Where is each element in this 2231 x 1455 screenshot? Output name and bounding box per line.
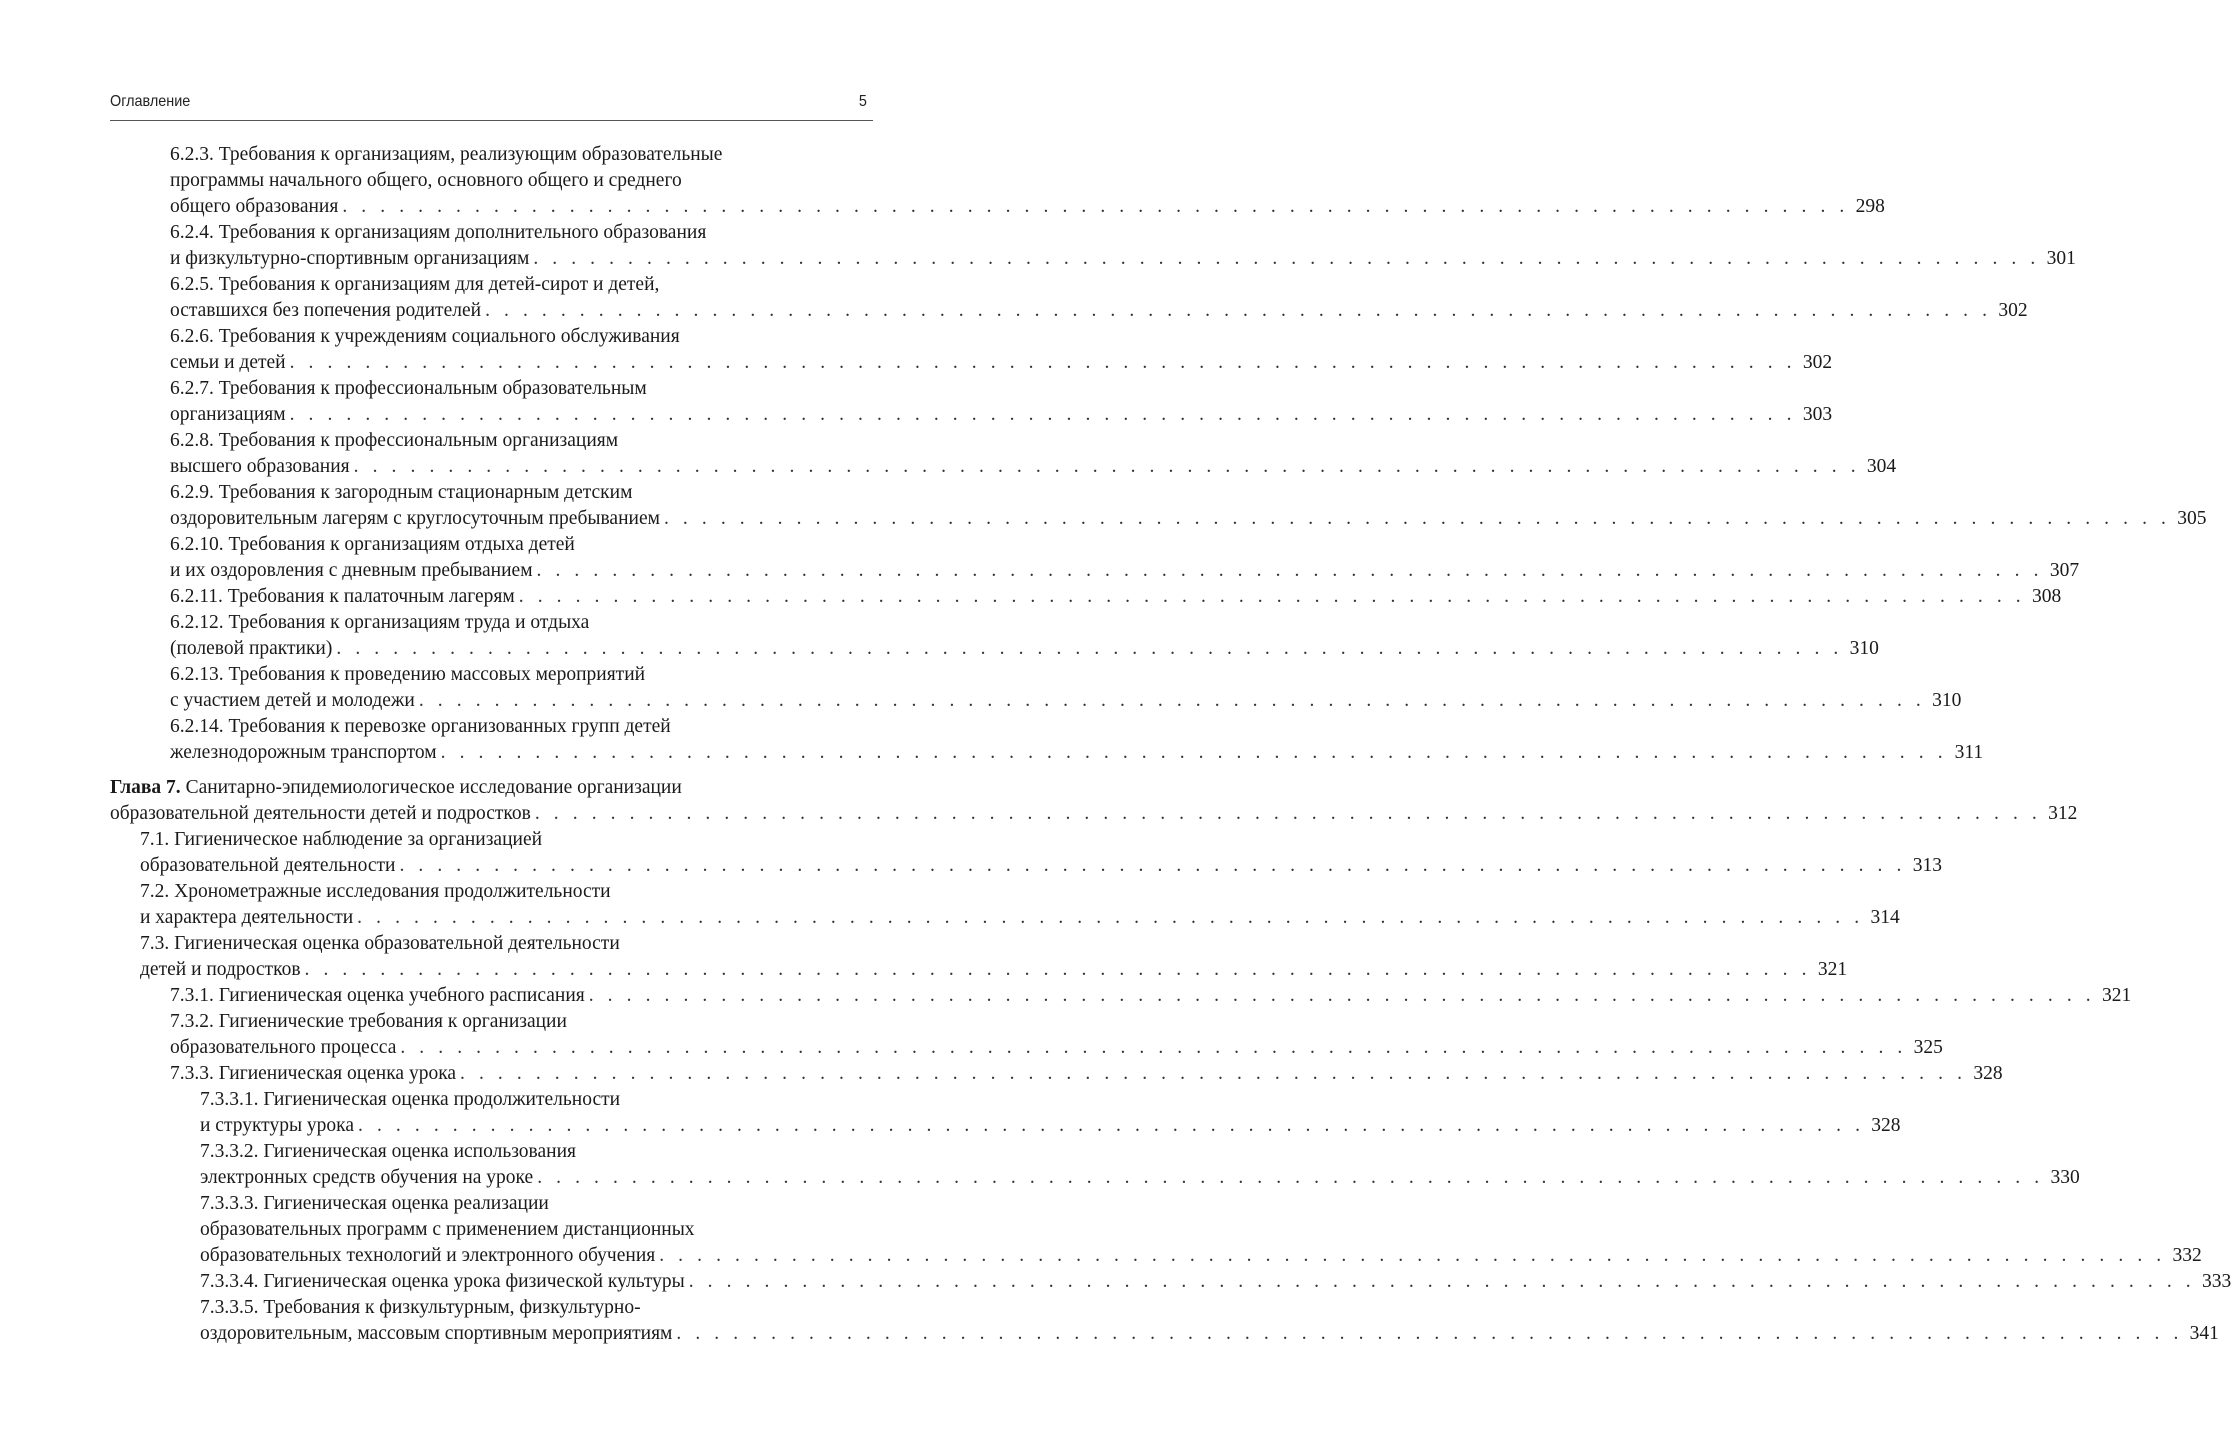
toc-entry-line: [200, 1243, 2202, 1269]
toc-entry-text: высшего образования: [170, 456, 350, 477]
dot-leader: . . . . . . . . . . . . . . . . . . . . . . . . . . . . . . . . . . . . . . . . . . . . . . . . . . . . . . . . . . . . . . . . . . . . . . . . . . . . . . . .: [353, 456, 1861, 477]
toc-entry-text: электронных средств обучения на уроке: [200, 1167, 534, 1188]
toc-entry[interactable]: [170, 272, 2028, 324]
toc-entry-line: [170, 558, 2080, 584]
toc-entry-text: 6.2.6. Требования к учреждениям социального обслуживания: [170, 326, 680, 347]
toc-entry-line: [170, 480, 873, 506]
toc-entry-text: и физкультурно-спортивным организациям: [170, 248, 530, 269]
toc-entry-line: [170, 740, 1984, 766]
toc-entry-line: [170, 350, 1833, 376]
toc-entry-line: [170, 246, 2076, 272]
toc-entry-line: [170, 688, 1962, 714]
toc-entry-text: железнодорожным транспортом: [170, 742, 437, 763]
toc-entry-line: [170, 983, 2132, 1009]
toc-entry[interactable]: [110, 775, 2078, 827]
toc-entry[interactable]: [170, 983, 2132, 1009]
toc-entry-text: и их оздоровления с дневным пребыванием: [170, 560, 533, 581]
toc-entry-line: [170, 272, 873, 298]
toc-entry-line: [170, 220, 873, 246]
toc-page-number: 328: [1871, 1115, 1901, 1136]
dot-leader: . . . . . . . . . . . . . . . . . . . . . . . . . . . . . . . . . . . . . . . . . . . . . . . . . . . . . . . . . . . . . . . . . . . . . . . . . . . . . . . .: [304, 959, 1812, 980]
toc-entry-line: [110, 801, 2078, 827]
header-divider: [110, 120, 873, 121]
dot-leader: . . . . . . . . . . . . . . . . . . . . . . . . . . . . . . . . . . . . . . . . . . . . . . . . . . . . . . . . . . . . . . . . . . . . . . . . . . . . . . . .: [663, 508, 2171, 529]
toc-entry-line: [200, 1191, 873, 1217]
toc-entry-line: [140, 827, 873, 853]
toc-entry-line: [200, 1165, 2080, 1191]
toc-page-number: 312: [2048, 803, 2078, 824]
toc-entry-text: образовательной деятельности: [140, 855, 396, 876]
toc-page-number: 302: [1998, 300, 2028, 321]
dot-leader: . . . . . . . . . . . . . . . . . . . . . . . . . . . . . . . . . . . . . . . . . . . . . . . . . . . . . . . . . . . . . . . . . . . . . . . . . . . . . . . .: [336, 638, 1843, 659]
dot-leader: . . . . . . . . . . . . . . . . . . . . . . . . . . . . . . . . . . . . . . . . . . . . . . . . . . . . . . . . . . . . . . . . . . . . . . . . . . . . . . . .: [440, 742, 1948, 763]
toc-entry-line: [140, 931, 873, 957]
dot-leader: . . . . . . . . . . . . . . . . . . . . . . . . . . . . . . . . . . . . . . . . . . . . . . . . . . . . . . . . . . . . . . . . . . . . . . . . . . . . . . . .: [400, 1037, 1907, 1058]
toc-entry[interactable]: [170, 480, 2207, 532]
toc-page-number: 303: [1802, 404, 1833, 425]
toc-entry-line: [200, 1269, 2231, 1295]
toc-entry-text: 7.3.3. Гигиеническая оценка урока: [170, 1063, 457, 1084]
dot-leader: . . . . . . . . . . . . . . . . . . . . . . . . . . . . . . . . . . . . . . . . . . . . . . . . . . . . . . . . . . . . . . . . . . . . . . . . . . . . . . . .: [289, 404, 1797, 425]
toc-entry-text: 6.2.5. Требования к организациям для детей-сирот и детей,: [170, 274, 660, 295]
dot-leader: . . . . . . . . . . . . . . . . . . . . . . . . . . . . . . . . . . . . . . . . . . . . . . . . . . . . . . . . . . . . . . . . . . . . . . . . . . . . . . . .: [357, 907, 1864, 928]
toc-entry-line: [170, 636, 1879, 662]
toc-entry[interactable]: [140, 879, 1900, 931]
toc-entry-line: [140, 879, 873, 905]
toc-entry-text: 6.2.11. Требования к палаточным лагерям: [170, 586, 515, 607]
toc-entry-text: 7.3.2. Гигиенические требования к организации: [170, 1011, 567, 1032]
toc-entry-text: 6.2.8. Требования к профессиональным организациям: [170, 430, 619, 451]
toc-entry[interactable]: [170, 1061, 2003, 1087]
toc-entry-text: 6.2.9. Требования к загородным стационарным детским: [170, 482, 633, 503]
dot-leader: . . . . . . . . . . . . . . . . . . . . . . . . . . . . . . . . . . . . . . . . . . . . . . . . . . . . . . . . . . . . . . . . . . . . . . . . . . . . . . . .: [289, 352, 1797, 373]
toc-entry-line: [200, 1217, 873, 1243]
dot-leader: . . . . . . . . . . . . . . . . . . . . . . . . . . . . . . . . . . . . . . . . . . . . . . . . . . . . . . . . . . . . . . . . . . . . . . . . . . . . . . . .: [485, 300, 1992, 321]
toc-entry[interactable]: [170, 584, 2062, 610]
toc-entry-text: оставшихся без попечения родителей: [170, 300, 482, 321]
toc-entry-text: общего образования: [170, 196, 339, 217]
toc-entry-line: [110, 775, 873, 801]
toc-entry-text: 7.3.3.1. Гигиеническая оценка продолжительности: [200, 1089, 621, 1110]
dot-leader: . . . . . . . . . . . . . . . . . . . . . . . . . . . . . . . . . . . . . . . . . . . . . . . . . . . . . . . . . . . . . . . . . . . . . . . . . . . . . . . .: [588, 985, 2096, 1006]
toc-entry[interactable]: [170, 324, 1833, 376]
chapter-label: Глава 7.: [110, 777, 181, 798]
toc-entry-text: 7.3.3.5. Требования к физкультурным, физкультурно-: [200, 1297, 641, 1318]
toc-entry-line: [170, 1061, 2003, 1087]
toc-entry-line: [170, 610, 873, 636]
toc-entry-text: 7.3. Гигиеническая оценка образовательной деятельности: [140, 933, 620, 954]
toc-page-number: 314: [1870, 907, 1900, 928]
toc-entry-line: [170, 168, 873, 194]
toc-entry[interactable]: [170, 610, 1879, 662]
toc-entry-line: [140, 957, 1848, 983]
toc-entry-line: [170, 1035, 1943, 1061]
toc-entry[interactable]: [140, 827, 1942, 879]
toc-entry-text: оздоровительным, массовым спортивным мероприятиям: [200, 1323, 673, 1344]
toc-entry-line: [170, 662, 873, 688]
toc-entry-line: [200, 1113, 1901, 1139]
toc-entry-text: образовательного процесса: [170, 1037, 397, 1058]
toc-entry-text: образовательных технологий и электронного обучения: [200, 1245, 656, 1266]
toc-entry-line: [200, 1087, 873, 1113]
toc-entry[interactable]: [170, 428, 1897, 480]
toc-entry-text: 7.2. Хронометражные исследования продолжительности: [140, 881, 611, 902]
toc-entry[interactable]: [170, 1009, 1943, 1061]
toc-entry-text: 7.3.3.2. Гигиеническая оценка использования: [200, 1141, 576, 1162]
toc-entry-line: [140, 905, 1900, 931]
toc-entry-text: 6.2.12. Требования к организациям труда и отдыха: [170, 612, 590, 633]
toc-entry[interactable]: [170, 376, 1833, 428]
toc-entry-text: оздоровительным лагерям с круглосуточным пребыванием: [170, 508, 660, 529]
toc-page-number: 341: [2189, 1323, 2219, 1344]
toc-entry-line: [170, 402, 1833, 428]
toc-page-number: 307: [2049, 560, 2080, 581]
toc-page-number: 313: [1912, 855, 1942, 876]
toc-entry[interactable]: [200, 1191, 2202, 1269]
dot-leader: . . . . . . . . . . . . . . . . . . . . . . . . . . . . . . . . . . . . . . . . . . . . . . . . . . . . . . . . . . . . . . . . . . . . . . . . . . . . . . . .: [358, 1115, 1865, 1136]
chapter-title: Санитарно-эпидемиологическое исследование организации: [180, 777, 682, 798]
toc-entry[interactable]: [200, 1269, 2231, 1295]
toc-entry[interactable]: [140, 931, 1848, 983]
dot-leader: . . . . . . . . . . . . . . . . . . . . . . . . . . . . . . . . . . . . . . . . . . . . . . . . . . . . . . . . . . . . . . . . . . . . . . . . . . . . . . . .: [676, 1323, 2183, 1344]
toc-entry-line: [170, 506, 2207, 532]
toc-entry-text: 6.2.7. Требования к профессиональным образовательным: [170, 378, 647, 399]
toc-entry-text: 6.2.14. Требования к перевозке организованных групп детей: [170, 716, 671, 737]
toc-entry[interactable]: [170, 714, 1984, 766]
toc-page-number: 328: [1973, 1063, 2003, 1084]
toc-entry-text: [110, 775, 682, 801]
toc-page-number: 333: [2202, 1271, 2231, 1292]
toc-entry-text: 6.2.10. Требования к организациям отдыха детей: [170, 534, 575, 555]
toc-entry-line: [170, 532, 873, 558]
toc-entry-text: 7.3.3.4. Гигиеническая оценка урока физической культуры: [200, 1271, 685, 1292]
toc-entry-text: 6.2.3. Требования к организациям, реализующим образовательные: [170, 144, 723, 165]
toc-entry-line: [140, 853, 1942, 879]
toc-entry-line: [170, 584, 2062, 610]
toc-entry-line: [170, 714, 873, 740]
toc-entry-line: [170, 454, 1897, 480]
page-number: 5: [858, 93, 867, 110]
toc-page-number: 301: [2046, 248, 2076, 269]
toc-entry-text: образовательных программ с применением дистанционных: [200, 1219, 695, 1240]
dot-leader: . . . . . . . . . . . . . . . . . . . . . . . . . . . . . . . . . . . . . . . . . . . . . . . . . . . . . . . . . . . . . . . . . . . . . . . . . . . . . . . .: [659, 1245, 2166, 1266]
toc-page-number: 308: [2032, 586, 2062, 607]
toc-entry-text: 7.3.1. Гигиеническая оценка учебного расписания: [170, 985, 585, 1006]
toc-entry-text: 6.2.4. Требования к организациям дополнительного образования: [170, 222, 707, 243]
toc-entry-text: с участием детей и молодежи: [170, 690, 415, 711]
toc-entry[interactable]: [200, 1139, 2080, 1191]
toc-page-number: 310: [1849, 638, 1879, 659]
dot-leader: . . . . . . . . . . . . . . . . . . . . . . . . . . . . . . . . . . . . . . . . . . . . . . . . . . . . . . . . . . . . . . . . . . . . . . . . . . . . . . . .: [533, 248, 2040, 269]
toc-page-number: 310: [1932, 690, 1962, 711]
toc-page-number: 304: [1866, 456, 1897, 477]
toc-entry-text: семьи и детей: [170, 352, 286, 373]
toc-entry[interactable]: [170, 142, 1885, 220]
dot-leader: . . . . . . . . . . . . . . . . . . . . . . . . . . . . . . . . . . . . . . . . . . . . . . . . . . . . . . . . . . . . . . . . . . . . . . . . . . . . . . . .: [518, 586, 2026, 607]
toc-entry-line: [170, 324, 873, 350]
dot-leader: . . . . . . . . . . . . . . . . . . . . . . . . . . . . . . . . . . . . . . . . . . . . . . . . . . . . . . . . . . . . . . . . . . . . . . . . . . . . . . . .: [399, 855, 1906, 876]
toc-page-number: 302: [1802, 352, 1833, 373]
dot-leader: . . . . . . . . . . . . . . . . . . . . . . . . . . . . . . . . . . . . . . . . . . . . . . . . . . . . . . . . . . . . . . . . . . . . . . . . . . . . . . . .: [342, 196, 1849, 217]
toc-entry-line: [170, 142, 873, 168]
running-head: [110, 93, 867, 111]
toc-page-number: 298: [1855, 196, 1885, 217]
dot-leader: . . . . . . . . . . . . . . . . . . . . . . . . . . . . . . . . . . . . . . . . . . . . . . . . . . . . . . . . . . . . . . . . . . . . . . . . . . . . . . . .: [688, 1271, 2196, 1292]
toc-page-number: 305: [2177, 508, 2207, 529]
toc-entry[interactable]: [170, 532, 2080, 584]
toc-entry[interactable]: [200, 1295, 2219, 1347]
toc-entry-line: [170, 298, 2028, 324]
toc-entry-text: программы начального общего, основного общего и среднего: [170, 170, 682, 191]
toc-entry[interactable]: [170, 220, 2076, 272]
toc-entry-text: детей и подростков: [140, 959, 301, 980]
toc-entry-line: [200, 1139, 873, 1165]
toc-page-number: 321: [1817, 959, 1848, 980]
toc-page-number: 325: [1913, 1037, 1943, 1058]
toc-entry-line: [170, 376, 873, 402]
toc-entry-line: [170, 1009, 873, 1035]
toc-page-number: 332: [2172, 1245, 2202, 1266]
toc-entry-line: [200, 1295, 873, 1321]
dot-leader: . . . . . . . . . . . . . . . . . . . . . . . . . . . . . . . . . . . . . . . . . . . . . . . . . . . . . . . . . . . . . . . . . . . . . . . . . . . . . . . .: [537, 1167, 2044, 1188]
toc-entry-line: [170, 428, 873, 454]
toc-entry-text: 6.2.13. Требования к проведению массовых мероприятий: [170, 664, 646, 685]
toc-entry-text: и структуры урока: [200, 1115, 355, 1136]
toc-page-number: 311: [1954, 742, 1984, 763]
toc-entry-text: 7.1. Гигиеническое наблюдение за организацией: [140, 829, 543, 850]
toc-entry-text: (полевой практики): [170, 638, 333, 659]
toc-page-number: 321: [2102, 985, 2132, 1006]
running-head-title: Оглавление: [110, 93, 191, 110]
dot-leader: . . . . . . . . . . . . . . . . . . . . . . . . . . . . . . . . . . . . . . . . . . . . . . . . . . . . . . . . . . . . . . . . . . . . . . . . . . . . . . . .: [460, 1063, 1967, 1084]
dot-leader: . . . . . . . . . . . . . . . . . . . . . . . . . . . . . . . . . . . . . . . . . . . . . . . . . . . . . . . . . . . . . . . . . . . . . . . . . . . . . . . .: [418, 690, 1926, 711]
toc-entry-line: [170, 194, 1885, 220]
dot-leader: . . . . . . . . . . . . . . . . . . . . . . . . . . . . . . . . . . . . . . . . . . . . . . . . . . . . . . . . . . . . . . . . . . . . . . . . . . . . . . . .: [536, 560, 2044, 581]
dot-leader: . . . . . . . . . . . . . . . . . . . . . . . . . . . . . . . . . . . . . . . . . . . . . . . . . . . . . . . . . . . . . . . . . . . . . . . . . . . . . . . .: [534, 803, 2042, 824]
toc-entry-text: 7.3.3.3. Гигиеническая оценка реализации: [200, 1193, 549, 1214]
toc-page-number: 330: [2050, 1167, 2080, 1188]
toc-entry-text: и характера деятельности: [140, 907, 354, 928]
toc-entry[interactable]: [170, 662, 1962, 714]
toc-entry-line: [200, 1321, 2219, 1347]
toc-entry-text: организациям: [170, 404, 286, 425]
toc-entry[interactable]: [200, 1087, 1901, 1139]
toc-entry-text: образовательной деятельности детей и подростков: [110, 803, 531, 824]
